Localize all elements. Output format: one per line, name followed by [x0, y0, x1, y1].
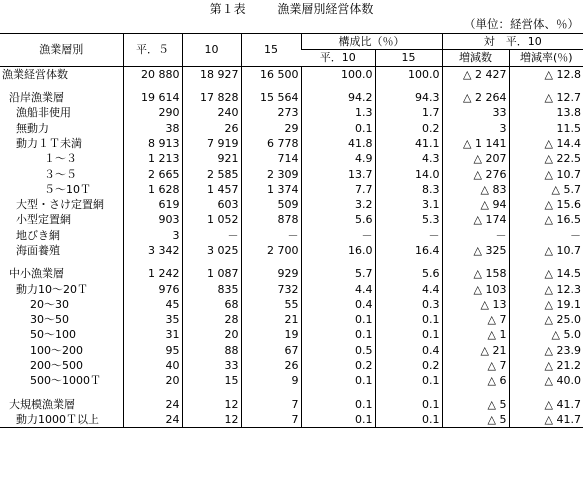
cell-h15: 2 309 [241, 166, 301, 181]
cell-diff: 3 [442, 120, 509, 135]
cell-diff: △ 276 [442, 166, 509, 181]
cell-h15: 21 [241, 312, 301, 327]
row-label: 50～100 [30, 328, 76, 342]
cell-h5: 20 [123, 373, 182, 388]
cell-c15: 0.4 [375, 343, 442, 358]
cell-h5: 1 213 [123, 151, 182, 166]
cell-rate: △ 41.7 [509, 412, 583, 428]
table-row [0, 243, 583, 258]
table-row [0, 397, 583, 412]
row-label: １～３ [44, 152, 77, 166]
row-label: 大型・さけ定置網 [16, 198, 104, 212]
cell-rate: △ 41.7 [509, 397, 583, 412]
cell-h15: 6 778 [241, 136, 301, 151]
cell-c15: 0.1 [375, 327, 442, 342]
cell-h15: 15 564 [241, 90, 301, 105]
cell-h5: 976 [123, 281, 182, 296]
header-category: 漁業層別 [0, 34, 123, 67]
cell-h5: 290 [123, 105, 182, 120]
cell-rate: △ 15.6 [509, 197, 583, 212]
cell-h10: 17 828 [182, 90, 241, 105]
spacer-cell [182, 258, 241, 266]
table-row [0, 281, 583, 296]
cell-c15: 0.1 [375, 412, 442, 428]
cell-c10: 0.5 [301, 343, 375, 358]
cell-h10: 28 [182, 312, 241, 327]
cell-c10: 5.6 [301, 212, 375, 227]
cell-rate: △ 12.3 [509, 281, 583, 296]
cell-c10: 0.1 [301, 373, 375, 388]
cell-h15: 9 [241, 373, 301, 388]
cell-h15: 55 [241, 297, 301, 312]
cell-diff: △ 21 [442, 343, 509, 358]
table-row [0, 343, 583, 358]
cell-h10: 921 [182, 151, 241, 166]
cell-diff: △ 5 [442, 412, 509, 428]
table-row [0, 151, 583, 166]
row-label: 漁船非使用 [16, 106, 71, 120]
cell-c10: 16.0 [301, 243, 375, 258]
cell-h10: 7 919 [182, 136, 241, 151]
table-row [0, 212, 583, 227]
row-label: 30～50 [30, 313, 69, 327]
cell-h5: 24 [123, 412, 182, 428]
cell-c10: 0.1 [301, 397, 375, 412]
cell-h15: 1 374 [241, 182, 301, 197]
spacer-row [0, 389, 583, 397]
cell-rate: △ 10.7 [509, 243, 583, 258]
cell-h10: 12 [182, 397, 241, 412]
cell-h10: 835 [182, 281, 241, 296]
cell-c15: － [375, 228, 442, 243]
cell-h5: 35 [123, 312, 182, 327]
row-label: ３～５ [44, 167, 77, 181]
spacer-cell [241, 82, 301, 90]
table-row [0, 412, 583, 428]
cell-h15: 2 700 [241, 243, 301, 258]
table-row [0, 373, 583, 388]
spacer-cell [182, 389, 241, 397]
cell-rate: △ 14.5 [509, 266, 583, 281]
cell-h5: 19 614 [123, 90, 182, 105]
table-row [0, 297, 583, 312]
cell-c15: 16.4 [375, 243, 442, 258]
cell-diff: △ 2 427 [442, 66, 509, 82]
cell-h10: 1 052 [182, 212, 241, 227]
cell-c15: 5.6 [375, 266, 442, 281]
row-label: 海面養殖 [16, 244, 60, 257]
cell-c10: 0.4 [301, 297, 375, 312]
cell-c15: 0.2 [375, 120, 442, 135]
cell-diff: △ 207 [442, 151, 509, 166]
cell-h15: 67 [241, 343, 301, 358]
cell-diff: △ 7 [442, 358, 509, 373]
cell-h15: 19 [241, 327, 301, 342]
cell-h5: 3 [123, 228, 182, 243]
cell-h10: 33 [182, 358, 241, 373]
spacer-cell [241, 258, 301, 266]
cell-c10: 3.2 [301, 197, 375, 212]
cell-diff: △ 6 [442, 373, 509, 388]
table-row [0, 358, 583, 373]
spacer-cell [241, 389, 301, 397]
spacer-cell [0, 389, 123, 397]
cell-rate: △ 12.7 [509, 90, 583, 105]
cell-rate: 11.5 [509, 120, 583, 135]
spacer-cell [509, 389, 583, 397]
cell-c15: 0.3 [375, 297, 442, 312]
header-comp-h15: 15 [375, 50, 442, 66]
cell-rate: △ 5.7 [509, 182, 583, 197]
table-number: 第１表 [209, 2, 246, 16]
row-label: 小型定置網 [16, 213, 71, 227]
cell-diff: △ 1 141 [442, 136, 509, 151]
cell-h10: 88 [182, 343, 241, 358]
cell-diff: 33 [442, 105, 509, 120]
header-diff: 増減数 [442, 50, 509, 66]
header-h15: 15 [241, 34, 301, 67]
cell-h10: 26 [182, 120, 241, 135]
spacer-cell [301, 82, 375, 90]
table-caption: 漁業層別経営体数 [277, 2, 374, 16]
table-row [0, 266, 583, 281]
cell-rate: △ 14.4 [509, 136, 583, 151]
cell-rate: △ 19.1 [509, 297, 583, 312]
cell-h15: 16 500 [241, 66, 301, 82]
table-row [0, 120, 583, 135]
cell-c10: 94.2 [301, 90, 375, 105]
cell-diff: △ 1 [442, 327, 509, 342]
row-label: 無動力 [16, 121, 49, 135]
spacer-cell [0, 258, 123, 266]
cell-c15: 94.3 [375, 90, 442, 105]
cell-h15: 878 [241, 212, 301, 227]
cell-h15: 509 [241, 197, 301, 212]
cell-rate: △ 5.0 [509, 327, 583, 342]
row-label: 地びき網 [16, 228, 60, 242]
cell-h10: 1 087 [182, 266, 241, 281]
cell-h5: 2 665 [123, 166, 182, 181]
cell-rate: △ 40.0 [509, 373, 583, 388]
cell-c15: 4.3 [375, 151, 442, 166]
spacer-cell [442, 258, 509, 266]
header-h5: 平．５ [123, 34, 182, 67]
cell-diff: △ 94 [442, 197, 509, 212]
header-composition: 構成比（％） [301, 34, 442, 50]
cell-c10: 4.9 [301, 151, 375, 166]
table-row [0, 312, 583, 327]
cell-h5: 619 [123, 197, 182, 212]
cell-h15: 29 [241, 120, 301, 135]
header-comp-h10: 平．10 [301, 50, 375, 66]
row-label: 動力10～20Ｔ [16, 282, 88, 296]
cell-h10: 15 [182, 373, 241, 388]
cell-c10: － [301, 228, 375, 243]
cell-rate: △ 22.5 [509, 151, 583, 166]
cell-c15: 0.1 [375, 373, 442, 388]
cell-h10: 1 457 [182, 182, 241, 197]
spacer-cell [509, 258, 583, 266]
cell-c10: 4.4 [301, 281, 375, 296]
cell-c15: 8.3 [375, 182, 442, 197]
cell-diff: △ 5 [442, 397, 509, 412]
table-row [0, 66, 583, 82]
spacer-cell [123, 82, 182, 90]
cell-c15: 4.4 [375, 281, 442, 296]
cell-rate: △ 10.7 [509, 166, 583, 181]
cell-h5: 31 [123, 327, 182, 342]
header-rate: 増減率(％) [509, 50, 583, 66]
table-row [0, 166, 583, 181]
row-label: 動力１Ｔ未満 [16, 136, 82, 150]
table-title [0, 2, 583, 16]
table-row [0, 90, 583, 105]
cell-c15: 0.1 [375, 312, 442, 327]
cell-h5: 38 [123, 120, 182, 135]
cell-c10: 0.1 [301, 327, 375, 342]
cell-c10: 41.8 [301, 136, 375, 151]
cell-c10: 13.7 [301, 166, 375, 181]
table-row [0, 327, 583, 342]
cell-diff: － [442, 228, 509, 243]
row-label: 漁業経営体数 [2, 67, 68, 81]
cell-h10: 68 [182, 297, 241, 312]
cell-h15: 7 [241, 412, 301, 428]
cell-h10: 240 [182, 105, 241, 120]
row-label: 20～30 [30, 297, 69, 311]
cell-c10: 0.1 [301, 312, 375, 327]
cell-h5: 3 342 [123, 243, 182, 258]
cell-h10: 2 585 [182, 166, 241, 181]
cell-c10: 7.7 [301, 182, 375, 197]
table-row [0, 197, 583, 212]
row-label: 大規模漁業層 [9, 397, 75, 411]
cell-diff: △ 13 [442, 297, 509, 312]
cell-diff: △ 2 264 [442, 90, 509, 105]
spacer-cell [182, 82, 241, 90]
cell-c10: 1.3 [301, 105, 375, 120]
cell-h10: 603 [182, 197, 241, 212]
cell-c15: 14.0 [375, 166, 442, 181]
spacer-cell [375, 389, 442, 397]
cell-h10: 18 927 [182, 66, 241, 82]
spacer-cell [301, 258, 375, 266]
row-label: 沿岸漁業層 [9, 91, 64, 105]
cell-c10: 0.1 [301, 120, 375, 135]
spacer-cell [0, 82, 123, 90]
cell-h5: 45 [123, 297, 182, 312]
row-label: 中小漁業層 [9, 267, 64, 281]
spacer-cell [375, 82, 442, 90]
cell-h15: 714 [241, 151, 301, 166]
spacer-cell [509, 82, 583, 90]
cell-c15: 1.7 [375, 105, 442, 120]
row-label: 100～200 [30, 343, 83, 357]
cell-c15: 0.1 [375, 397, 442, 412]
spacer-cell [442, 82, 509, 90]
cell-h5: 8 913 [123, 136, 182, 151]
cell-h15: 7 [241, 397, 301, 412]
cell-h10: 3 025 [182, 243, 241, 258]
cell-h15: 929 [241, 266, 301, 281]
cell-h15: － [241, 228, 301, 243]
table-row [0, 136, 583, 151]
cell-diff: △ 158 [442, 266, 509, 281]
spacer-cell [442, 389, 509, 397]
cell-rate: △ 23.9 [509, 343, 583, 358]
spacer-cell [375, 258, 442, 266]
cell-h10: 12 [182, 412, 241, 428]
unit-note: （単位：経営体、％） [464, 17, 579, 31]
cell-c10: 0.1 [301, 412, 375, 428]
cell-h5: 40 [123, 358, 182, 373]
cell-c15: 100.0 [375, 66, 442, 82]
fishery-table [0, 33, 583, 428]
cell-c10: 100.0 [301, 66, 375, 82]
cell-h5: 95 [123, 343, 182, 358]
row-label: 200～500 [30, 359, 83, 373]
header-h10: 10 [182, 34, 241, 67]
cell-c15: 5.3 [375, 212, 442, 227]
cell-h10: － [182, 228, 241, 243]
cell-h15: 732 [241, 281, 301, 296]
cell-diff: △ 83 [442, 182, 509, 197]
cell-h5: 24 [123, 397, 182, 412]
cell-diff: △ 174 [442, 212, 509, 227]
spacer-row [0, 82, 583, 90]
cell-diff: △ 7 [442, 312, 509, 327]
cell-rate: △ 12.8 [509, 66, 583, 82]
cell-c15: 41.1 [375, 136, 442, 151]
cell-rate: － [509, 228, 583, 243]
table-row [0, 105, 583, 120]
table-body [0, 66, 583, 428]
cell-c15: 3.1 [375, 197, 442, 212]
spacer-cell [123, 389, 182, 397]
spacer-row [0, 258, 583, 266]
cell-h5: 1 242 [123, 266, 182, 281]
cell-h5: 1 628 [123, 182, 182, 197]
cell-h10: 20 [182, 327, 241, 342]
cell-rate: △ 25.0 [509, 312, 583, 327]
cell-diff: △ 103 [442, 281, 509, 296]
header-vs-h10: 対 平．10 [442, 34, 583, 50]
cell-h5: 20 880 [123, 66, 182, 82]
cell-rate: 13.8 [509, 105, 583, 120]
spacer-cell [123, 258, 182, 266]
cell-h15: 26 [241, 358, 301, 373]
cell-c10: 5.7 [301, 266, 375, 281]
row-label: ５～10Ｔ [44, 182, 91, 196]
cell-rate: △ 16.5 [509, 212, 583, 227]
table-row [0, 228, 583, 243]
table-row [0, 182, 583, 197]
header-row-1 [0, 34, 583, 50]
cell-h5: 903 [123, 212, 182, 227]
row-label: 動力1000Ｔ以上 [0, 412, 123, 428]
cell-c15: 0.2 [375, 358, 442, 373]
cell-h15: 273 [241, 105, 301, 120]
cell-c10: 0.2 [301, 358, 375, 373]
cell-rate: △ 21.2 [509, 358, 583, 373]
cell-diff: △ 325 [442, 243, 509, 258]
spacer-cell [301, 389, 375, 397]
row-label: 500～1000Ｔ [30, 374, 101, 388]
